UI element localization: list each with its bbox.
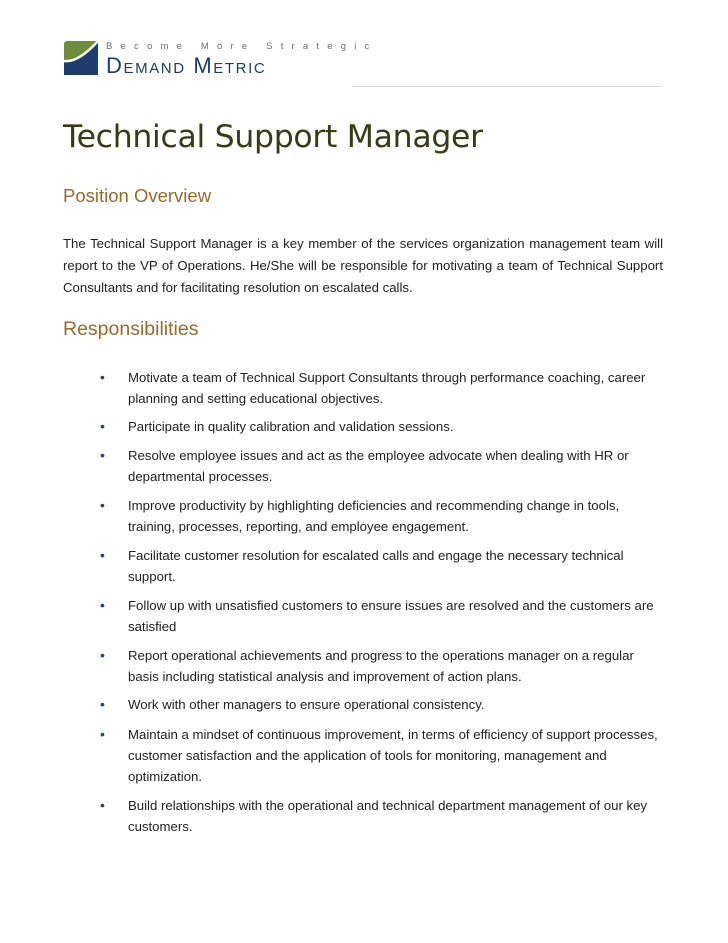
list-item-text: Motivate a team of Technical Support Consultants through performance coaching, career planning and setting educational objectives. [128,370,646,406]
list-item-text: Improve productivity by highlighting deficiencies and recommending change in tools, training, processes, reporting, and employee engagement. [128,498,620,534]
list-item-text: Build relationships with the operational and technical department management of our key customers. [128,798,648,834]
bullet-glyph: • [100,418,105,434]
bullet-glyph: • [100,647,105,663]
bullet-glyph: • [100,696,105,712]
logo-tagline: Become More Strategic [106,41,378,52]
list-item-text: Resolve employee issues and act as the employee advocate when dealing with HR or departmental processes. [128,448,629,484]
logo-mark-icon [64,41,98,75]
list-item-text: Report operational achievements and progress to the operations manager on a regular basis including statistical analysis and improvement of action plans. [128,648,634,684]
position-overview-text: The Technical Support Manager is a key member of the services organization management team will report to the VP of Operations. He/She will be responsible for motivating a team of Technical Support Consultants and for facilitating resolution on escalated calls. [63,236,663,295]
bullet-glyph: • [100,726,105,742]
demand-metric-logo [64,40,378,80]
bullet-glyph: • [100,447,105,463]
list-item-text: Work with other managers to ensure operational consistency. [128,697,485,712]
page-title: Technical Support Manager [63,119,483,155]
bullet-glyph: • [100,797,105,813]
bullet-glyph: • [100,597,105,613]
bullet-glyph: • [100,547,105,563]
position-overview-heading: Position Overview [63,185,212,206]
bullet-glyph: • [100,497,105,513]
list-item-text: Facilitate customer resolution for escalated calls and engage the necessary technical support. [128,548,624,584]
list-item-text: Follow up with unsatisfied customers to ensure issues are resolved and the customers are satisfied [128,598,654,634]
list-item-text: Participate in quality calibration and validation sessions. [128,419,454,434]
logo-brand-name: Demand Metric [106,53,267,78]
header-divider [352,86,662,87]
bullet-glyph: • [100,369,105,385]
list-item-text: Maintain a mindset of continuous improvement, in terms of efficiency of support processes, customer satisfaction and the application of tools for monitoring, management and optimization. [128,727,658,784]
responsibilities-heading: Responsibilities [63,318,199,340]
